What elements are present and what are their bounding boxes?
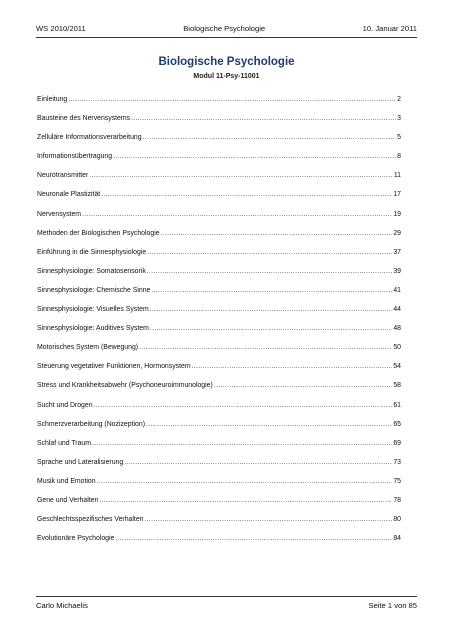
toc-entry-page: 2: [397, 96, 401, 103]
toc-entry-page: 11: [393, 172, 401, 180]
toc-entry[interactable]: [37, 115, 401, 134]
toc-entry-label: Informationsübertragung: [37, 153, 113, 161]
document-title: Biologische Psychologie: [158, 56, 295, 68]
toc-entry-label: Zelluläre Informationsverarbeitung: [37, 134, 142, 142]
toc-entry[interactable]: [37, 191, 401, 210]
toc-entry[interactable]: [37, 287, 401, 306]
page-header: [36, 24, 417, 38]
toc-entry-page: 61: [393, 401, 401, 409]
toc-dot-leader: [143, 134, 397, 141]
toc-entry-page: 73: [393, 458, 401, 466]
toc-entry-label: Sinnesphysiologie: Somatosensorik: [37, 267, 146, 275]
toc-dot-leader: [150, 306, 393, 313]
toc-entry-label: Stress und Krankheitsabwehr (Psychoneuroimmunologie): [37, 382, 213, 390]
toc-entry[interactable]: [37, 382, 401, 401]
toc-entry[interactable]: [37, 535, 401, 554]
toc-entry[interactable]: [37, 134, 401, 153]
toc-entry[interactable]: [37, 268, 401, 287]
toc-entry[interactable]: [37, 344, 401, 363]
table-of-contents: [37, 96, 401, 554]
toc-dot-leader: [146, 421, 392, 428]
footer-page-number: Seite 1 von 85: [368, 601, 417, 610]
toc-entry-page: 80: [393, 516, 401, 524]
toc-entry[interactable]: [37, 306, 401, 325]
toc-dot-leader: [151, 287, 392, 294]
toc-entry-label: Schlaf und Traum: [37, 439, 92, 447]
toc-entry-label: Geschlechtsspezifisches Verhalten: [37, 516, 144, 524]
toc-entry[interactable]: [37, 478, 401, 497]
toc-entry-label: Bausteine des Nervensystems: [37, 115, 131, 123]
toc-entry-page: 84: [393, 535, 401, 543]
header-course: Biologische Psychologie: [183, 24, 266, 33]
toc-entry-page: 19: [393, 210, 401, 218]
toc-entry[interactable]: [37, 459, 401, 478]
toc-dot-leader: [150, 325, 392, 332]
toc-entry-label: Schmerzverarbeitung (Nozizeption): [37, 420, 145, 428]
toc-entry-label: Sprache und Lateralisierung: [37, 458, 124, 466]
toc-entry[interactable]: [37, 96, 401, 115]
toc-entry-page: 5: [397, 134, 401, 142]
toc-entry[interactable]: [37, 172, 401, 191]
toc-entry-label: Steuerung vegetativer Funktionen, Hormonsystem: [37, 363, 191, 371]
toc-entry-page: 29: [393, 229, 401, 237]
toc-entry[interactable]: [37, 402, 401, 421]
toc-entry[interactable]: [37, 230, 401, 249]
toc-entry-label: Methoden der Biologischen Psychologie: [37, 229, 160, 237]
toc-dot-leader: [147, 268, 393, 275]
toc-entry-label: Neuronale Plastizität: [37, 191, 101, 199]
header-semester: WS 2010/2011: [36, 24, 86, 33]
toc-dot-leader: [131, 115, 396, 122]
toc-dot-leader: [89, 172, 393, 179]
toc-entry-label: Gene und Verhalten: [37, 496, 99, 504]
toc-entry-label: Musik und Emotion: [37, 477, 96, 485]
toc-entry[interactable]: [37, 211, 401, 230]
toc-dot-leader: [139, 344, 392, 351]
toc-dot-leader: [68, 96, 396, 103]
toc-entry-label: Sinnesphysiologie: Chemische Sinne: [37, 286, 151, 294]
toc-entry-page: 75: [393, 477, 401, 485]
toc-dot-leader: [101, 191, 392, 198]
toc-entry-label: Sinnesphysiologie: Auditives System: [37, 325, 149, 333]
toc-entry-page: 3: [397, 115, 401, 123]
toc-dot-leader: [192, 363, 393, 370]
toc-dot-leader: [94, 402, 393, 409]
toc-entry-page: 39: [393, 267, 401, 275]
toc-dot-leader: [161, 230, 393, 237]
toc-dot-leader: [115, 535, 392, 542]
toc-entry-page: 54: [393, 363, 401, 371]
toc-dot-leader: [113, 153, 396, 160]
toc-entry-label: Einführung in die Sinnesphysiologie: [37, 248, 147, 256]
toc-entry-page: 37: [393, 248, 401, 256]
toc-entry-label: Motorisches System (Bewegung): [37, 344, 139, 352]
toc-entry-label: Sucht und Drogen: [37, 401, 93, 409]
toc-entry-page: 44: [393, 306, 401, 314]
toc-entry[interactable]: [37, 516, 401, 535]
toc-entry-page: 48: [393, 325, 401, 333]
toc-dot-leader: [92, 440, 392, 447]
toc-entry-page: 65: [393, 420, 401, 428]
footer-author: Carlo Michaelis: [36, 601, 88, 610]
toc-dot-leader: [147, 249, 392, 256]
toc-dot-leader: [82, 211, 392, 218]
toc-entry-page: 78: [393, 496, 401, 504]
toc-entry-page: 69: [393, 439, 401, 447]
toc-entry-label: Sinnesphysiologie: Visuelles System: [37, 306, 149, 314]
toc-entry-page: 41: [393, 286, 401, 294]
toc-entry-label: Evolutionäre Psychologie: [37, 535, 115, 543]
page-footer: [36, 596, 417, 610]
toc-entry-label: Neurotransmitter: [37, 172, 89, 180]
toc-dot-leader: [97, 478, 393, 485]
toc-entry[interactable]: [37, 421, 401, 440]
toc-dot-leader: [144, 516, 392, 523]
toc-entry-page: 58: [393, 382, 401, 390]
toc-entry-page: 17: [393, 191, 401, 199]
toc-entry[interactable]: [37, 440, 401, 459]
toc-entry[interactable]: [37, 153, 401, 172]
toc-entry[interactable]: [37, 497, 401, 516]
toc-entry-label: Einleitung: [37, 96, 68, 103]
header-date: 10. Januar 2011: [362, 24, 417, 33]
document-subtitle: Modul 11-Psy-11001: [193, 73, 260, 80]
toc-entry-page: 8: [397, 153, 401, 161]
toc-dot-leader: [124, 459, 392, 466]
toc-entry[interactable]: [37, 325, 401, 344]
toc-dot-leader: [99, 497, 392, 504]
toc-entry[interactable]: [37, 249, 401, 268]
toc-entry-page: 50: [393, 344, 401, 352]
toc-dot-leader: [214, 382, 393, 389]
toc-entry[interactable]: [37, 363, 401, 382]
toc-entry-label: Nervensystem: [37, 210, 82, 218]
